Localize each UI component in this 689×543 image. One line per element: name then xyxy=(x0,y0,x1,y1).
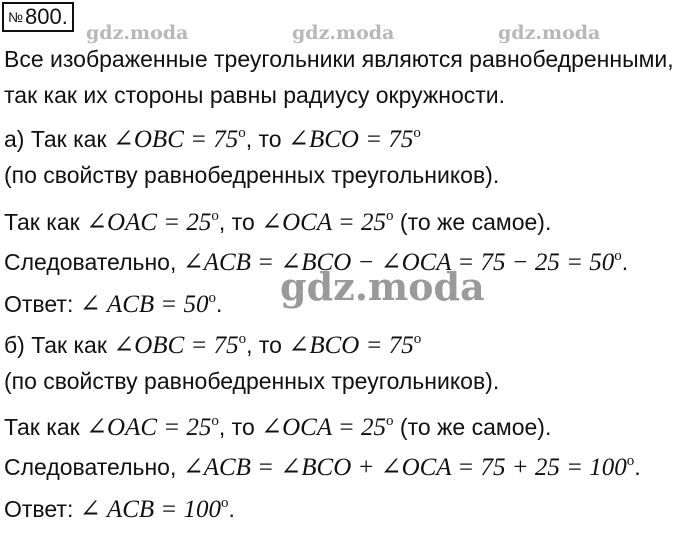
problem-number-value: 800. xyxy=(25,4,68,29)
part-b-line-4 xyxy=(4,446,641,483)
part-a-answer xyxy=(4,283,222,320)
degree-sign: o xyxy=(208,290,217,306)
part-b-line-1 xyxy=(4,324,421,361)
math-expression: ∠OBC = 75 xyxy=(112,126,239,153)
text: , то xyxy=(245,126,288,152)
text: Ответ: xyxy=(4,496,80,522)
degree-sign: o xyxy=(386,208,394,224)
degree-sign: o xyxy=(211,208,219,224)
text: (то же самое). xyxy=(393,209,552,235)
part-b-line-2: (по свойству равнобедренных треугольников). xyxy=(4,368,500,394)
part-a-line-2: (по свойству равнобедренных треугольников). xyxy=(4,162,500,188)
math-expression: ∠OBC = 75 xyxy=(113,332,239,359)
text: , то xyxy=(246,332,289,358)
math-expression: ∠OAC = 25 xyxy=(86,209,212,236)
degree-sign: o xyxy=(614,248,622,264)
degree-sign: o xyxy=(211,413,219,429)
text: б) Так как xyxy=(4,332,114,358)
number-sign: № xyxy=(8,9,24,25)
degree-sign: o xyxy=(221,495,229,511)
text: , то xyxy=(218,209,262,235)
part-b-answer xyxy=(4,488,235,525)
degree-sign: o xyxy=(413,125,421,141)
degree-sign: o xyxy=(386,413,394,429)
degree-sign: o xyxy=(626,453,635,469)
text: . xyxy=(228,496,235,522)
math-expression: ∠ ACB = 100 xyxy=(79,496,222,523)
text: . xyxy=(216,291,223,317)
text: . xyxy=(634,454,641,480)
math-expression: ∠OCA = 25 xyxy=(261,414,387,441)
math-expression: ∠OCA = 25 xyxy=(261,209,387,236)
text: . xyxy=(621,249,629,275)
watermark: gdz.moda xyxy=(86,22,189,44)
math-expression: ∠ ACB = 50 xyxy=(79,291,209,318)
watermark: gdz.moda xyxy=(498,22,601,44)
text: (то же самое). xyxy=(393,414,552,440)
math-expression: ∠ACB = ∠BCO + ∠OCA = 75 + 25 = 100 xyxy=(182,454,627,481)
math-expression: ∠OAC = 25 xyxy=(86,414,212,441)
watermark: gdz.moda xyxy=(292,22,395,44)
problem-number xyxy=(2,2,74,32)
part-a-line-1 xyxy=(4,118,421,155)
text: Так как xyxy=(4,414,87,440)
text: , то xyxy=(218,414,262,440)
math-expression: ∠BCO = 75 xyxy=(288,332,414,359)
math-expression: ∠BCO = 75 xyxy=(288,126,414,153)
degree-sign: o xyxy=(413,331,422,347)
degree-sign: o xyxy=(238,331,247,347)
text: Ответ: xyxy=(4,291,80,317)
part-b-line-3 xyxy=(4,406,551,443)
text: а) Так как xyxy=(4,126,113,152)
intro-line-1: Все изображенные треугольники являются равнобедренными, xyxy=(4,46,674,72)
math-expression: ∠ACB = ∠BCO − ∠OCA = 75 − 25 = 50 xyxy=(182,249,615,276)
degree-sign: o xyxy=(238,125,246,141)
text: Так как xyxy=(4,209,87,235)
text: Следовательно, xyxy=(4,454,183,480)
intro-line-2: так как их стороны равны радиусу окружности. xyxy=(4,82,506,108)
watermark-center: gdz.moda xyxy=(280,264,485,309)
text: Следовательно, xyxy=(4,249,183,275)
part-a-line-3 xyxy=(4,201,551,238)
